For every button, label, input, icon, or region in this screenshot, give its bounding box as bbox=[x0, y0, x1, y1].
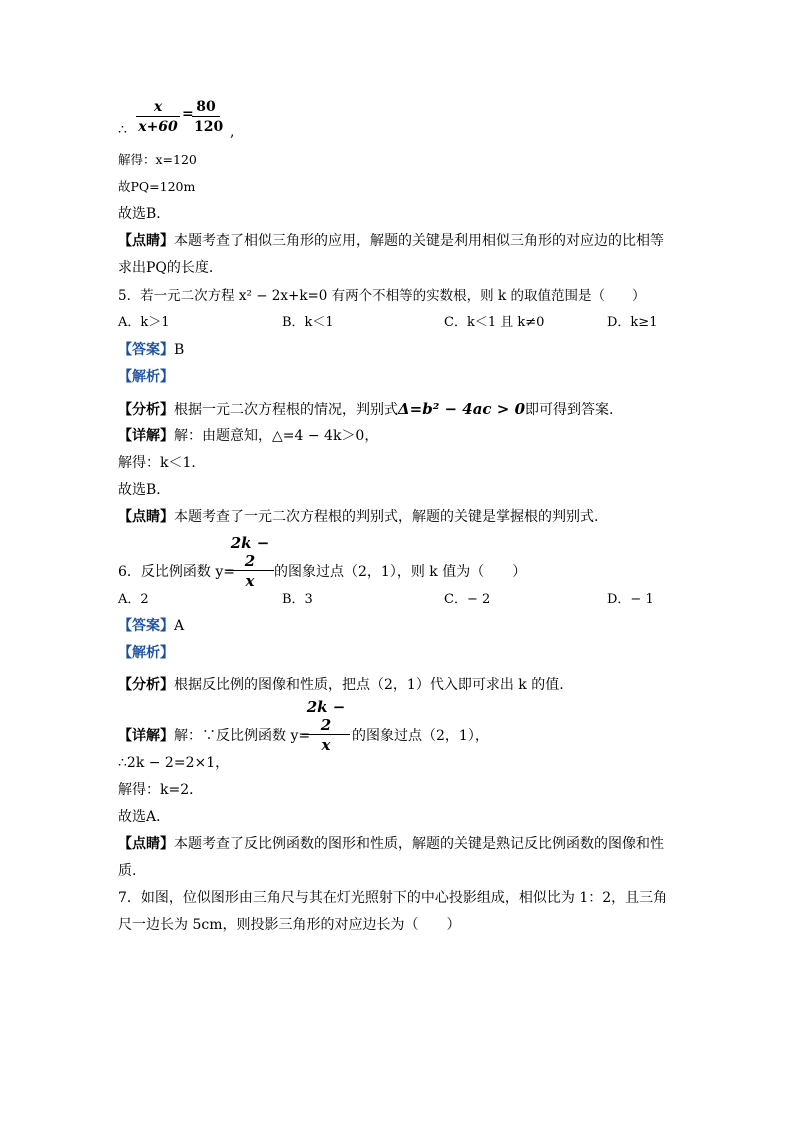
q6-analysis-tag: 【解析】 bbox=[118, 645, 174, 661]
frac-denominator: x bbox=[245, 572, 255, 590]
answer-tag: 【答案】 bbox=[118, 342, 174, 358]
q5-analysis-tag: 【解析】 bbox=[118, 369, 174, 385]
q5-analysis: 【分析】根据一元二次方程根的情况，判别式Δ=b² − 4ac > 0即可得到答案. bbox=[118, 400, 614, 418]
comment-tag: 【点睛】 bbox=[118, 233, 174, 249]
frac-numerator: x bbox=[153, 99, 163, 115]
q6-option-d: D．− 1 bbox=[607, 592, 654, 607]
frac-numerator: 2k − 2 bbox=[230, 534, 270, 570]
q6-stem: 6．反比例函数 y= bbox=[118, 564, 235, 580]
q5-option-c: C．k＜1 且 k≠0 bbox=[444, 315, 545, 330]
q5-answer: 【答案】B bbox=[118, 342, 185, 358]
q7-stem-2: 尺一边长为 5cm，则投影三角形的对应边长为（ ） bbox=[118, 917, 461, 933]
q6-detail: 【详解】解：∵反比例函数 y= bbox=[118, 728, 311, 744]
q6-detail-tail: 的图象过点（2，1）， bbox=[352, 728, 489, 744]
q6-fraction bbox=[226, 534, 274, 591]
q5-option-d: D．k≥1 bbox=[607, 315, 658, 330]
q5-stem: 5．若一元二次方程 x² − 2x+k=0 有两个不相等的实数根，则 k 的取值范围是（ ） bbox=[118, 288, 646, 304]
q6-detail-fraction bbox=[302, 698, 350, 755]
choice-line: 故选B． bbox=[118, 206, 171, 222]
result-line: 故PQ=120m bbox=[118, 179, 196, 194]
frac-denominator: x bbox=[321, 736, 331, 754]
q5-choice: 故选B． bbox=[118, 482, 171, 498]
comment-line-2: 求出PQ的长度． bbox=[118, 260, 223, 276]
q6-option-b: B．3 bbox=[282, 592, 313, 607]
equals-sign: = bbox=[182, 106, 194, 122]
comment-line: 【点睛】本题考查了相似三角形的应用，解题的关键是利用相似三角形的对应边的比相等 bbox=[118, 233, 664, 249]
therefore-symbol: ∴ bbox=[118, 122, 127, 138]
frac-numerator: 2k − 2 bbox=[306, 698, 346, 734]
q6-comment-2: 质. bbox=[118, 863, 137, 879]
fraction-x-over-x60 bbox=[136, 98, 180, 137]
q6-option-a: A．2 bbox=[118, 592, 149, 607]
frac-denominator: 120 bbox=[194, 119, 224, 135]
fraction-80-over-120 bbox=[192, 98, 224, 137]
q7-stem-1: 7．如图，位似图形由三角尺与其在灯光照射下的中心投影组成，相似比为 1：2，且三角 bbox=[118, 890, 668, 906]
q5-detail: 【详解】解：由题意知，△=4 − 4k＞0， bbox=[118, 428, 379, 444]
q6-comment: 【点睛】本题考查了反比例函数的图形和性质，解题的关键是熟记反比例函数的图像和性 bbox=[118, 836, 664, 852]
q6-option-c: C．− 2 bbox=[444, 592, 491, 607]
q5-option-a: A．k＞1 bbox=[118, 315, 170, 330]
q6-choice: 故选A． bbox=[118, 809, 171, 825]
q6-answer: 【答案】A bbox=[118, 618, 185, 634]
frac-denominator: x+60 bbox=[138, 119, 178, 135]
q5-solve: 解得：k＜1． bbox=[118, 455, 206, 471]
q6-step-1: ∴2k − 2=2×1， bbox=[118, 755, 230, 771]
comma: , bbox=[230, 124, 235, 140]
q6-analysis: 【分析】根据反比例的图像和性质，把点（2，1）代入即可求出 k 的值. bbox=[118, 677, 564, 693]
solve-line: 解得：x=120 bbox=[118, 152, 197, 167]
q5-comment: 【点睛】本题考查了一元二次方程根的判别式，解题的关键是掌握根的判别式. bbox=[118, 509, 599, 525]
discriminant-formula: Δ=b² − 4ac > 0 bbox=[398, 400, 526, 418]
q6-stem-tail: 的图象过点（2，1），则 k 值为（ ） bbox=[274, 564, 527, 580]
q5-option-b: B．k＜1 bbox=[282, 315, 334, 330]
frac-numerator: 80 bbox=[196, 99, 216, 115]
q6-step-2: 解得：k=2． bbox=[118, 782, 204, 798]
